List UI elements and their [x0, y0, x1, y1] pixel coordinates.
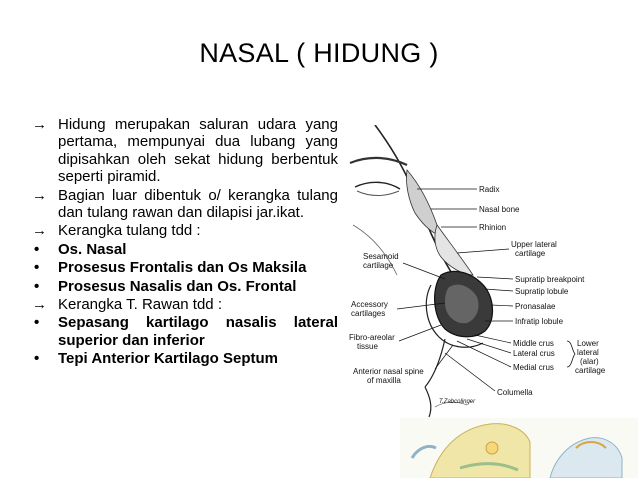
list-item [30, 278, 338, 295]
list-item [30, 116, 338, 186]
bullet-icon: • [34, 350, 40, 368]
illustrator-signature: T.Zabcolinger [439, 399, 476, 405]
bullet-icon: • [34, 277, 40, 295]
cartoon-decoration [400, 418, 638, 478]
upper-lip [425, 387, 431, 417]
list-item-text: Hidung merupakan saluran udara yang pertama, mempunyai dua lubang yang dipisahkan oleh sekat hidung berbentuk seperti piramid. [58, 116, 338, 186]
label-fibro-areolar: Fibro-areolar [349, 333, 395, 342]
label-infratip-lobule: Infratip lobule [515, 317, 564, 326]
label-lower-2: lateral [577, 348, 599, 357]
label-lower: Lower [577, 339, 599, 348]
label-medial-crus: Medial crus [513, 363, 554, 372]
list-item [30, 187, 338, 222]
list-item-text: Prosesus Frontalis dan Os Maksila [58, 259, 307, 277]
label-supratip-lobule: Supratip lobule [515, 287, 569, 296]
label-lateral-crus: Lateral crus [513, 349, 555, 358]
label-anterior-nasal-spine: Anterior nasal spine [353, 367, 424, 376]
list-item [30, 350, 338, 367]
list-item-text: Os. Nasal [58, 240, 127, 258]
label-accessory-2: cartilages [351, 309, 386, 318]
eye-lid [355, 182, 400, 189]
label-lower-4: cartilage [575, 366, 606, 375]
bullet-icon: • [34, 259, 40, 277]
list-item-text: Sepasang kartilago nasalis lateral superior dan inferior [58, 314, 338, 349]
list-item [30, 259, 338, 276]
list-item-text: Prosesus Nasalis dan Os. Frontal [58, 277, 297, 295]
label-pronasalae: Pronasalae [515, 302, 556, 311]
list-item-text: Kerangka tulang tdd : [58, 222, 201, 240]
list-item-text: Kerangka T. Rawan tdd : [58, 296, 222, 314]
arrow-icon: → [32, 222, 47, 240]
label-nasal-bone: Nasal bone [479, 205, 520, 214]
arrow-icon: → [32, 296, 47, 314]
label-sesamoid: Sesamoid [363, 252, 399, 261]
nasal-bone [406, 170, 445, 237]
bullet-list [30, 116, 338, 369]
list-item-text: Bagian luar dibentuk o/ kerangka tulang dan tulang rawan dan dilapisi jar.ikat. [58, 186, 338, 222]
bullet-icon: • [34, 314, 40, 332]
label-columella: Columella [497, 388, 533, 397]
label-upper-lateral-2: cartilage [515, 249, 546, 258]
slide-title: NASAL ( HIDUNG ) [199, 38, 439, 68]
label-fibro-areolar-2: tissue [357, 342, 378, 351]
label-accessory: Accessory [351, 300, 388, 309]
upper-lateral-cartilage [435, 225, 473, 275]
label-rhinion: Rhinion [479, 223, 507, 232]
lower-lateral-brace [567, 341, 575, 367]
bullet-icon: • [34, 240, 40, 258]
arrow-icon: → [32, 116, 47, 133]
list-item [30, 314, 338, 349]
label-radix: Radix [479, 185, 500, 194]
columella-line [425, 339, 445, 387]
eyebrow [350, 158, 407, 165]
list-item [30, 296, 338, 313]
label-supratip-breakpoint: Supratip breakpoint [515, 275, 585, 284]
list-item-text: Tepi Anterior Kartilago Septum [58, 350, 279, 368]
list-item [30, 222, 338, 239]
label-upper-lateral: Upper lateral [511, 240, 557, 249]
label-lower-3: (alar) [580, 357, 599, 366]
label-anterior-nasal-spine-2: of maxilla [367, 376, 401, 385]
arrow-icon: → [32, 186, 47, 204]
list-item [30, 241, 338, 258]
label-sesamoid-2: cartilage [363, 261, 394, 270]
nose-anatomy-diagram [345, 125, 638, 425]
eye-lower [357, 191, 399, 196]
label-middle-crus: Middle crus [513, 339, 554, 348]
